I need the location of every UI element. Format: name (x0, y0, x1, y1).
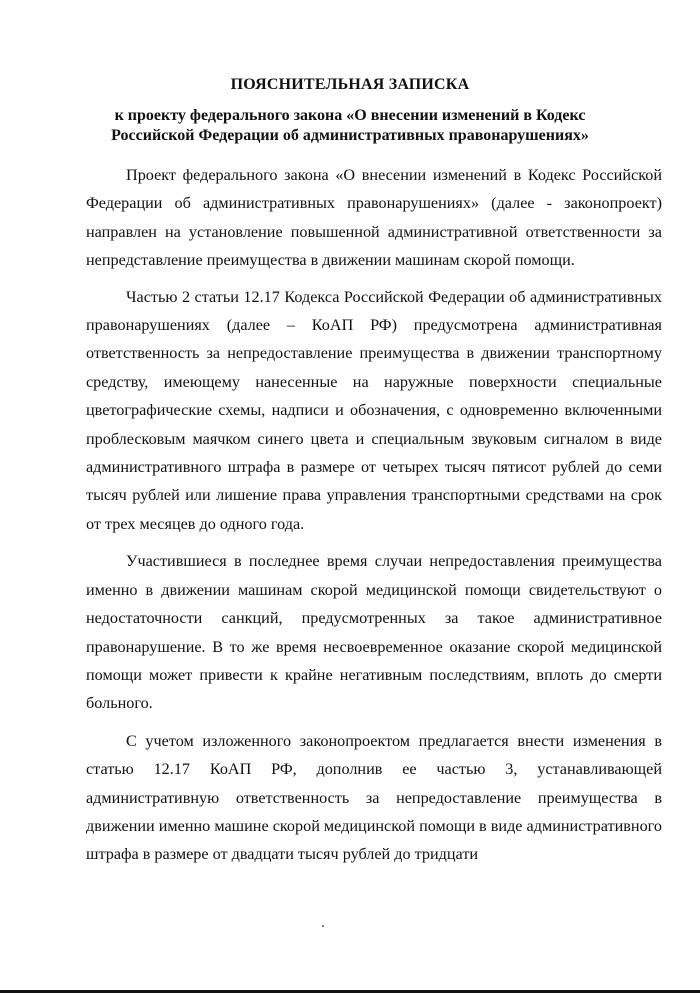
page-bottom-edge (0, 990, 700, 993)
document-subtitle (70, 106, 630, 146)
scan-speck (322, 925, 324, 927)
document-title: ПОЯСНИТЕЛЬНАЯ ЗАПИСКА (230, 76, 470, 93)
subtitle-line-2: Российской Федерации об административных правонарушениях» (111, 127, 589, 144)
paragraph-4: С учетом изложенного законопроектом предлагается внести изменения в статью 12.17 КоАП РФ, дополнив ее частью 3, устанавливающей административную ответственность за непредоставление преимущества в движении именно машине скорой медицинской помощи в виде административного штрафа в размере от двадцати тысяч рублей до тридцати (86, 731, 662, 864)
paragraph-1: Проект федерального закона «О внесении изменений в Кодекс Российской Федерации об административных правонарушениях» (далее - законопроект) направлен на установление повышенной административной ответственности за непредставление преимущества в движении машинам скорой помощи. (86, 166, 662, 270)
document-body (86, 161, 662, 869)
paragraph-3: Участившиеся в последнее время случаи непредоставления преимущества именно в движении машинам скорой медицинской помощи свидетельствуют о недостаточности санкций, предусмотренных за такое административное правонарушение. В то же время несвоевременное оказание скорой медицинской помощи может привести к крайне негативным последствиям, вплоть до смерти больного. (86, 552, 662, 713)
subtitle-line-1: к проекту федерального закона «О внесении изменений в Кодекс (114, 107, 586, 124)
paragraph-2: Частью 2 статьи 12.17 Кодекса Российской Федерации об административных правонарушениях (далее – КоАП РФ) предусмотрена административная ответственность за непредоставление преимущества в движении транспортному средству, имеющему нанесенные на наружные поверхности специальные цветографические схемы, надписи и обозначения, с одновременно включенными проблесковым маячком синего цвета и специальным звуковым сигналом в виде административного штрафа в размере от четырех тысяч пятисот рублей до семи тысяч рублей или лишение права управления транспортными средствами на срок от трех месяцев до одного года. (86, 287, 662, 533)
